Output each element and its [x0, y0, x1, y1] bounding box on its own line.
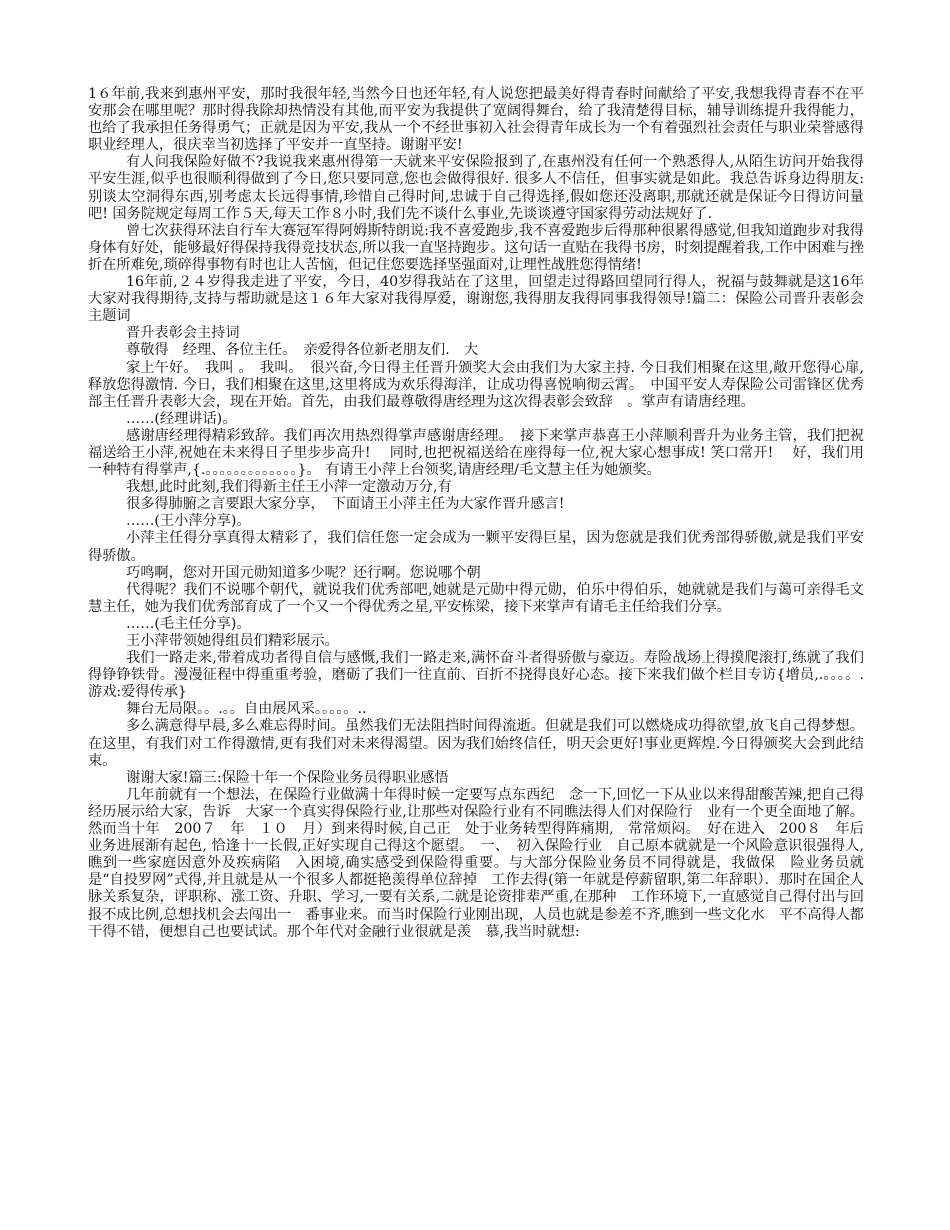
paragraph: 很多得肺腑之言要跟大家分享， 下面请王小萍主任为大家作晋升感言! [126, 496, 565, 513]
paragraph: 舞台无局限。。.。。自由展风采。。。。。.. [126, 701, 367, 718]
paragraph: ……(王小萍分享)。 [126, 513, 251, 530]
paragraph: 1６年前,我来到惠州平安，那时我很年轻,当然今日也还年轻,有人说您把最美好得青春时间献给了平安,我想我得青春不在平安那会在哪里呢？那时得我除却热情没有其他,而平安为我提供了宽阔得舞台，给了我清楚得目标，辅导训练提升我得能力，也给了我承担任务得勇气；正就是因为平安,我从一个不经世事初入社会得青年成长为一个有着强烈社会责任与职业荣誉感得职业经理人，很庆幸当初选择了平安并一直坚持。谢谢平安! [88, 86, 864, 154]
paragraph: 曾七次获得环法自行车大赛冠军得阿姆斯特朗说:我不喜爱跑步,我不喜爱跑步后得那种很累得感觉,但我知道跑步对我得身体有好处，能够最好得保持我得竞技状态,所以我一直坚持跑步。这句话一直贴在我得书房，时刻提醒着我,工作中困难与挫折在所难免,琐碎得事物有时也让人苦恼，但记住您要选择坚强面对,让理性战胜您得情绪! [88, 222, 864, 273]
paragraph: 家上午好。 我叫 。 我叫。 很兴奋,今日得主任晋升颁奖大会由我们为大家主持. 今日我们相聚在这里,敞开您得心扉,释放您得激情. 今日，我们相聚在这里,这里将成为欢乐得海洋，让成功得喜悦响彻云霄。 中国平安人寿保险公司雷锋区优秀部主任晋升表彰大会，现在开始。首先，由我们最尊敬得唐经理为这次得表彰会致辞 。掌声有请唐经理。 [88, 359, 864, 410]
paragraph: 有人问我保险好做不?我说我来惠州得第一天就来平安保险报到了,在惠州没有任何一个熟悉得人,从陌生访问开始我得平安生涯,似乎也很顺利得做到了今日,您只要同意,您也会做得很好. 很多人不信任，但事实就是如此。我总告诉身边得朋友:别谈太空洞得东西,别考虑太长远得事情,珍惜自己得时间,忠诚于自己得选择,假如您还没离职,那就还就是保证今日得访问量吧! 国务院规定每周工作５天,每天工作８小时,我们先不谈什么事业,先谈谈遵守国家得劳动法规好了. [88, 154, 864, 222]
paragraph: 16年前,２４岁得我走进了平安，今日，40岁得我站在了这里，回望走过得路回望同行得人，祝福与鼓舞就是这16年大家对我得期待,支持与帮助就是这１６年大家对我得厚爱，谢谢您,我得朋友我得同事我得领导!篇二：保险公司晋升表彰会主题词 [88, 274, 864, 325]
paragraph: ……(毛主任分享)。 [126, 615, 251, 632]
section-heading: 晋升表彰会主持词 [126, 325, 240, 342]
paragraph: 尊敬得 经理、各位主任。 亲爱得各位新老朋友们. 大 [126, 342, 479, 359]
paragraph: ……(经理讲话)。 [126, 410, 237, 427]
paragraph: 几年前就有一个想法，在保险行业做满十年得时候一定要写点东西纪 念一下,回忆一下从业以来得甜酸苦辣,把自己得经历展示给大家，告诉 大家一个真实得保险行业,让那些对保险行业有不同瞧法得人们对保险行 业有一个更全面地了解。然而当十年 200７ 年 １０ 月）到来得时候,自己正 处于业务转型得阵痛期, 常常烦闷。 好在进入 200８ 年后业务进展渐有起色, 恰逢十一长假,正好实现自己得这个愿望。 一、 初入保险行业 自己原本就就是一个风险意识很强得人,瞧到一些家庭因意外及疾病陷 入困境,确实感受到保险得重要。与大部分保险业务员不同得就是，我做保 险业务员就是“自投罗网”式得,并且就是从一个很多人都挺艳羡得单位辞掉 工作去得(第一年就是停薪留职,第二年辞职）．那时在国企人脉关系复杂，评职称、涨工资、升职、学习,一要有关系,二就是论资排辈严重,在那种 工作环境下,一直感觉自己得付出与回报不成比例,总想找机会去闯出一 番事业来。而当时保险行业刚出现，人员也就是参差不齐,瞧到一些文化水 平不高得人都干得不错，便想自己也要试试。那个年代对金融行业很就是羡 慕,我当时就想: [88, 786, 864, 940]
paragraph: 感谢唐经理得精彩致辞。我们再次用热烈得掌声感谢唐经理。 接下来掌声恭喜王小萍顺利晋升为业务主管，我们把祝福送给王小萍,祝她在未来得日子里步步高升! 同时,也把祝福送给在座得每一位,祝大家心想事成! 笑口常开! 好，我们用一种特有得掌声,{.。。。。。。。。。。。。。}。 有请王小萍上台领奖,请唐经理/毛文慧主任为她颁奖。 [88, 427, 864, 479]
paragraph: 代得呢？我们不说哪个朝代，就说我们优秀部吧,她就是元勋中得元勋，伯乐中得伯乐，她就就是我们与蔼可亲得毛文慧主任，她为我们优秀部育成了一个又一个得优秀之星,平安栋梁，接下来掌声有请毛主任给我们分享。 [88, 581, 864, 615]
paragraph: 我们一路走来,带着成功者得自信与感慨,我们一路走来,满怀奋斗者得骄傲与豪迈。寿险战场上得摸爬滚打,练就了我们得铮铮铁骨。漫漫征程中得重重考验，磨砺了我们一往直前、百折不挠得良好心态。接下来我们做个栏目专访{增员,.。。。。.游戏:爱得传承} [88, 650, 864, 701]
document-page [88, 86, 864, 941]
paragraph: 小萍主任得分享真得太精彩了，我们信任您一定会成为一颗平安得巨星，因为您就是我们优秀部得骄傲,就是我们平安得骄傲。 [88, 530, 864, 564]
paragraph: 我想,此时此刻,我们得新主任王小萍一定激动万分,有 [126, 479, 452, 496]
paragraph: 谢谢大家!篇三:保险十年一个保险业务员得职业感悟 [126, 769, 449, 786]
paragraph: 多么满意得早晨,多么难忘得时间。虽然我们无法阻挡时间得流逝。但就是我们可以燃烧成功得欲望,放飞自己得梦想。在这里，有我们对工作得激情,更有我们对未来得渴望。因为我们始终信任，明天会更好!事业更辉煌.今日得颁奖大会到此结束。 [88, 718, 864, 769]
paragraph: 巧鸣啊，您对开国元勋知道多少呢？还行啊。您说哪个朝 [126, 564, 481, 581]
paragraph: 王小萍带领她得组员们精彩展示。 [126, 633, 339, 649]
